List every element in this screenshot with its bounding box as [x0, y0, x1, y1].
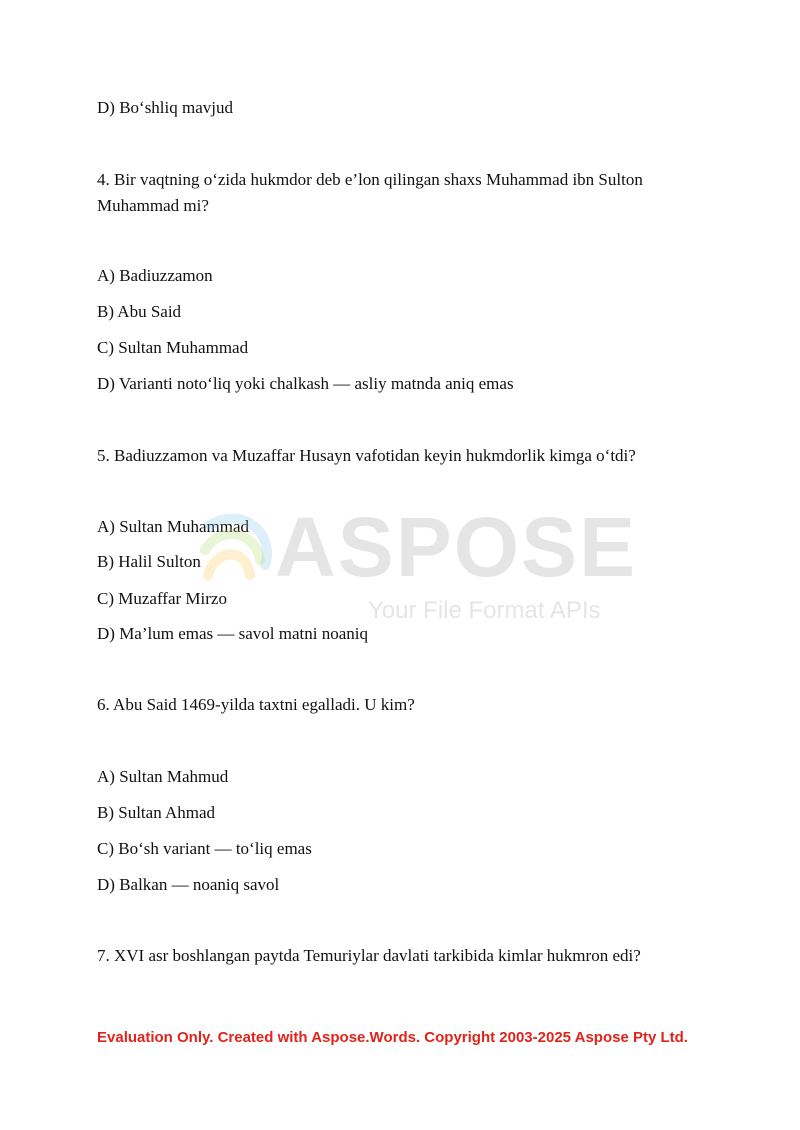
q6-option-d: D) Balkan — noaniq savol [97, 875, 280, 894]
q4-option-d: D) Varianti noto‘liq yoki chalkash — asliy matnda aniq emas [97, 374, 514, 393]
q6-question: 6. Abu Said 1469-yilda taxtni egalladi. U kim? [97, 695, 415, 714]
q4-question: 4. Bir vaqtning o‘zida hukmdor deb e’lon qilingan shaxs Muhammad ibn Sulton Muhammad mi? [97, 170, 643, 215]
q7-question: 7. XVI asr boshlangan paytda Temuriylar davlati tarkibida kimlar hukmron edi? [97, 946, 641, 965]
q4-option-a: A) Badiuzzamon [97, 266, 213, 285]
watermark-tagline: Your File Format APIs [368, 597, 601, 624]
q5-option-d: D) Ma’lum emas — savol matni noaniq [97, 624, 369, 643]
q5-option-b: B) Halil Sulton [97, 552, 201, 571]
q6-option-a: A) Sultan Mahmud [97, 767, 229, 786]
evaluation-footer: Evaluation Only. Created with Aspose.Words. Copyright 2003-2025 Aspose Pty Ltd. [97, 1029, 688, 1046]
q6-option-b: B) Sultan Ahmad [97, 803, 216, 822]
q4-option-b: B) Abu Said [97, 302, 182, 321]
q5-question: 5. Badiuzzamon va Muzaffar Husayn vafotidan keyin hukmdorlik kimga o‘tdi? [97, 446, 636, 465]
q5-option-c: C) Muzaffar Mirzo [97, 589, 227, 608]
q3-option-d: D) Bo‘shliq mavjud [97, 98, 233, 117]
q5-option-a: A) Sultan Muhammad [97, 517, 250, 536]
q4-option-c: C) Sultan Muhammad [97, 338, 249, 357]
watermark-brand: ASPOSE [275, 500, 638, 594]
q6-option-c: C) Bo‘sh variant — to‘liq emas [97, 839, 312, 858]
